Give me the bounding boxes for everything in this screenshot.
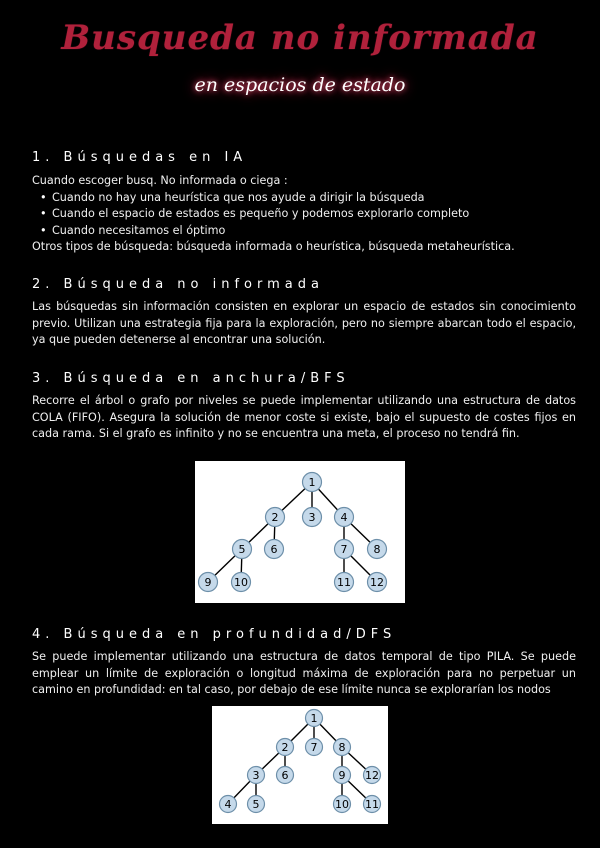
bfs-node — [368, 573, 387, 592]
section-1-body — [32, 173, 576, 256]
bullet-item: • Cuando el espacio de estados es pequeño y podemos explorarlo completo — [52, 206, 576, 223]
document-title: Busqueda no informada — [61, 18, 539, 58]
bullet-item: • Cuando necesitamos el óptimo — [52, 223, 576, 240]
section-1-heading: 1. Búsquedas en IA — [32, 150, 248, 165]
section-2-heading: 2. Búsqueda no informada — [32, 277, 324, 292]
dfs-node — [364, 796, 381, 813]
bfs-node — [368, 540, 387, 559]
dfs-tree-graph — [212, 706, 388, 824]
dfs-node-label: 3 — [252, 769, 260, 782]
dfs-node — [334, 796, 351, 813]
dfs-node-label: 11 — [365, 798, 379, 811]
bfs-node — [303, 473, 322, 492]
section-4-heading: 4. Búsqueda en profundidad/DFS — [32, 627, 397, 642]
dfs-node-label: 4 — [224, 798, 232, 811]
dfs-node — [277, 767, 294, 784]
dfs-node-label: 6 — [281, 769, 289, 782]
bfs-node — [266, 508, 285, 527]
bfs-node — [233, 540, 252, 559]
bfs-node-label: 4 — [340, 511, 348, 524]
bfs-node — [335, 540, 354, 559]
dfs-node-label: 8 — [338, 741, 346, 754]
bfs-node — [232, 573, 251, 592]
dfs-node — [248, 767, 265, 784]
bfs-node-label: 9 — [204, 576, 212, 589]
dfs-node — [334, 739, 351, 756]
dfs-node-label: 12 — [365, 769, 379, 782]
dfs-node-label: 9 — [338, 769, 346, 782]
document-subtitle: en espacios de estado — [194, 74, 406, 96]
bfs-node — [265, 540, 284, 559]
dfs-node-label: 10 — [335, 798, 349, 811]
bfs-node-label: 10 — [234, 576, 248, 589]
section-4-text: Se puede implementar utilizando una estructura de datos temporal de tipo PILA. Se puede emplear un límite de exploración o longitud máxima de exploración para no perpetuar un camino en profundidad: en tal caso, por debajo de ese límite nunca se explorarían los nodos — [32, 650, 576, 697]
dfs-node-label: 1 — [310, 712, 318, 725]
bfs-node-label: 7 — [340, 543, 348, 556]
bullet-item: • Cuando no hay una heurística que nos ayude a dirigir la búsqueda — [52, 190, 576, 207]
dfs-node — [248, 796, 265, 813]
dfs-node-label: 7 — [310, 741, 318, 754]
dfs-node — [220, 796, 237, 813]
bfs-node — [199, 573, 218, 592]
dfs-node — [277, 739, 294, 756]
bfs-node-label: 2 — [271, 511, 279, 524]
bfs-node-label: 1 — [308, 476, 316, 489]
dfs-tree-figure — [212, 706, 388, 824]
section-2-text: Las búsquedas sin información consisten en explorar un espacio de estados sin conocimiento previo. Utilizan una estrategia fija para la exploración, pero no siempre abarcan todo el espacio, ya que pueden detenerse al encontrar una solución. — [32, 300, 576, 347]
bfs-node-label: 11 — [337, 576, 351, 589]
dfs-node-label: 2 — [281, 741, 289, 754]
bfs-node — [335, 573, 354, 592]
bfs-tree-figure — [195, 461, 405, 603]
bfs-node — [335, 508, 354, 527]
bfs-node — [303, 508, 322, 527]
section-1-outro: Otros tipos de búsqueda: búsqueda informada o heurística, búsqueda metaheurística. — [32, 240, 515, 254]
bfs-node-label: 5 — [238, 543, 246, 556]
section-3-heading: 3. Búsqueda en anchura/BFS — [32, 371, 350, 386]
section-3-text: Recorre el árbol o grafo por niveles se puede implementar utilizando una estructura de datos COLA (FIFO). Asegura la solución de menor coste si existe, bajo el supuesto de costes fijos en cada rama. Si el grafo es infinito y no se encuentra una meta, el proceso no tendrá fin. — [32, 394, 576, 441]
bfs-node-label: 3 — [308, 511, 316, 524]
dfs-node — [306, 710, 323, 727]
bfs-node-label: 6 — [270, 543, 278, 556]
dfs-node — [364, 767, 381, 784]
dfs-node-label: 5 — [252, 798, 260, 811]
section-1-intro: Cuando escoger busq. No informada o ciega : — [32, 174, 288, 187]
bfs-node-label: 8 — [373, 543, 381, 556]
dfs-node — [334, 767, 351, 784]
dfs-node — [306, 739, 323, 756]
bfs-node-label: 12 — [370, 576, 384, 589]
bfs-tree-graph — [195, 461, 405, 603]
section-1-bullet-list — [32, 190, 576, 240]
